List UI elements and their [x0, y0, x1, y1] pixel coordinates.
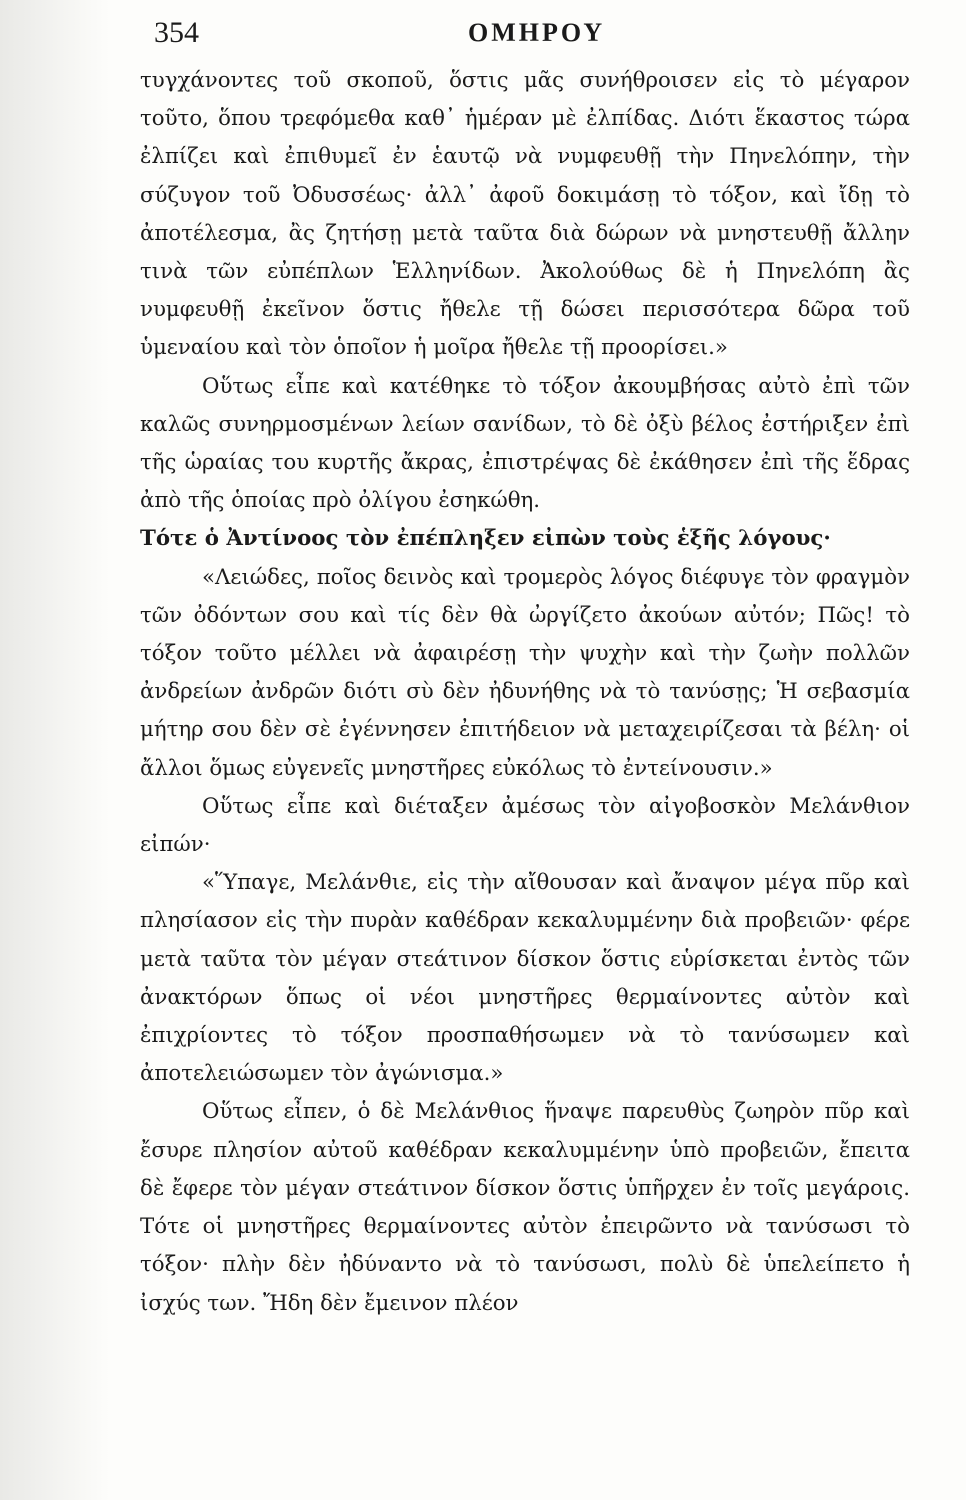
paragraph-quote: «Ὕπαγε, Μελάνθιε, εἰς τὴν αἴθουσαν καὶ ἄναψον μέγα πῦρ καὶ πλησίασον εἰς τὴν πυρὰν καθέδραν κεκαλυμμένην διὰ προβειῶν· φέρε μετὰ ταῦτα τὸν μέγαν στεάτινον δίσκον ὅστις εὑρίσκεται ἐντὸς τῶν ἀνακτόρων ὅπως οἱ νέοι μνηστῆρες θερμαίνοντες αὐτὸν καὶ ἐπιχρίοντες τὸ τόξον προσπαθήσωμεν νὰ τὸ τανύσωμεν καὶ ἀποτελειώσωμεν τὸν ἀγώνισμα.»	[140, 870, 910, 1087]
paragraph: Οὕτως εἶπε καὶ διέταξεν ἀμέσως τὸν αἰγοβοσκὸν Μελάνθιον εἰπών·	[140, 793, 910, 858]
running-head: ΟΜΗΡΟΥ	[468, 18, 606, 47]
paragraph: Οὕτως εἶπεν, ὁ δὲ Μελάνθιος ἥναψε παρευθὺς ζωηρὸν πῦρ καὶ ἔσυρε πλησίον αὐτοῦ καθέδραν κεκαλυμμένην ὑπὸ προβειῶν, ἔπειτα δὲ ἔφερε τὸν μέγαν στεάτινον δίσκον ὅστις ὑπῆρχεν ἐν τοῖς μεγάροις. Τότε οἱ μνηστῆρες θερμαίνοντες αὐτὸν ἐπειρῶντο νὰ τανύσωσι τὸ τόξον· πλὴν δὲν ἠδύναντο νὰ τὸ τανύσωσι, πολὺ δὲ ὑπελείπετο ἡ ἰσχύς των. Ἤδη δὲν ἔμεινον πλέον	[140, 1099, 910, 1316]
page-header	[148, 14, 896, 54]
paragraph: Τότε ὁ Ἀντίνοος τὸν ἐπέπληξεν εἰπὼν τοὺς ἑξῆς λόγους·	[140, 526, 831, 552]
body-text	[140, 62, 910, 1323]
page-number: 354	[154, 16, 199, 49]
paragraph: Οὕτως εἶπε καὶ κατέθηκε τὸ τόξον ἀκουμβήσας αὐτὸ ἐπὶ τῶν καλῶς συνηρμοσμένων λείων σανίδων, τὸ δὲ ὀξὺ βέλος ἐστήριξεν ἐπὶ τῆς ὡραίας του κυρτῆς ἄκρας, ἐπιστρέψας δὲ ἐκάθησεν ἐπὶ τῆς ἕδρας ἀπὸ τῆς ὁποίας πρὸ ὀλίγου ἐσηκώθη.	[140, 373, 910, 514]
binding-shadow	[0, 0, 110, 1500]
paragraph-continued: τυγχάνοντες τοῦ σκοποῦ, ὅστις μᾶς συνήθροισεν εἰς τὸ μέγαρον τοῦτο, ὅπου τρεφόμεθα καθ᾽ ἡμέραν μὲ ἐλπίδας. Διότι ἕκαστος τώρα ἐλπίζει καὶ ἐπιθυμεῖ ἐν ἑαυτῷ νὰ νυμφευθῇ τὴν Πηνελόπην, τὴν σύζυγον τοῦ Ὀδυσσέως· ἀλλ᾽ ἀφοῦ δοκιμάσῃ τὸ τόξον, καὶ ἴδῃ τὸ ἀποτέλεσμα, ἂς ζητήσῃ μετὰ ταῦτα διὰ δώρων νὰ μνηστευθῇ ἄλλην τινὰ τῶν εὐπέπλων Ἑλληνίδων. Ἀκολούθως δὲ ἡ Πηνελόπη ἂς νυμφευθῇ ἐκεῖνον ὅστις ἤθελε τῇ δώσει περισσότερα δῶρα τοῦ ὑμεναίου καὶ τὸν ὁποῖον ἡ μοῖρα ἤθελε τῇ προορίσει.»	[140, 68, 910, 361]
paragraph-quote: «Λειώδες, ποῖος δεινὸς καὶ τρομερὸς λόγος διέφυγε τὸν φραγμὸν τῶν ὀδόντων σου καὶ τίς δὲν θὰ ὠργίζετο ἀκούων αὐτόν; Πῶς! τὸ τόξον τοῦτο μέλλει νὰ ἀφαιρέσῃ τὴν ψυχὴν καὶ τὴν ζωὴν πολλῶν ἀνδρείων ἀνδρῶν διότι σὺ δὲν ἠδυνήθης νὰ τὸ τανύσῃς; Ἡ σεβασμία μήτηρ σου δὲν σὲ ἐγέννησεν ἐπιτήδειον νὰ μεταχειρίζεσαι τὰ βέλη· οἱ ἄλλοι ὅμως εὐγενεῖς μνηστῆρες εὐκόλως τὸ ἐντείνουσιν.»	[140, 564, 910, 781]
